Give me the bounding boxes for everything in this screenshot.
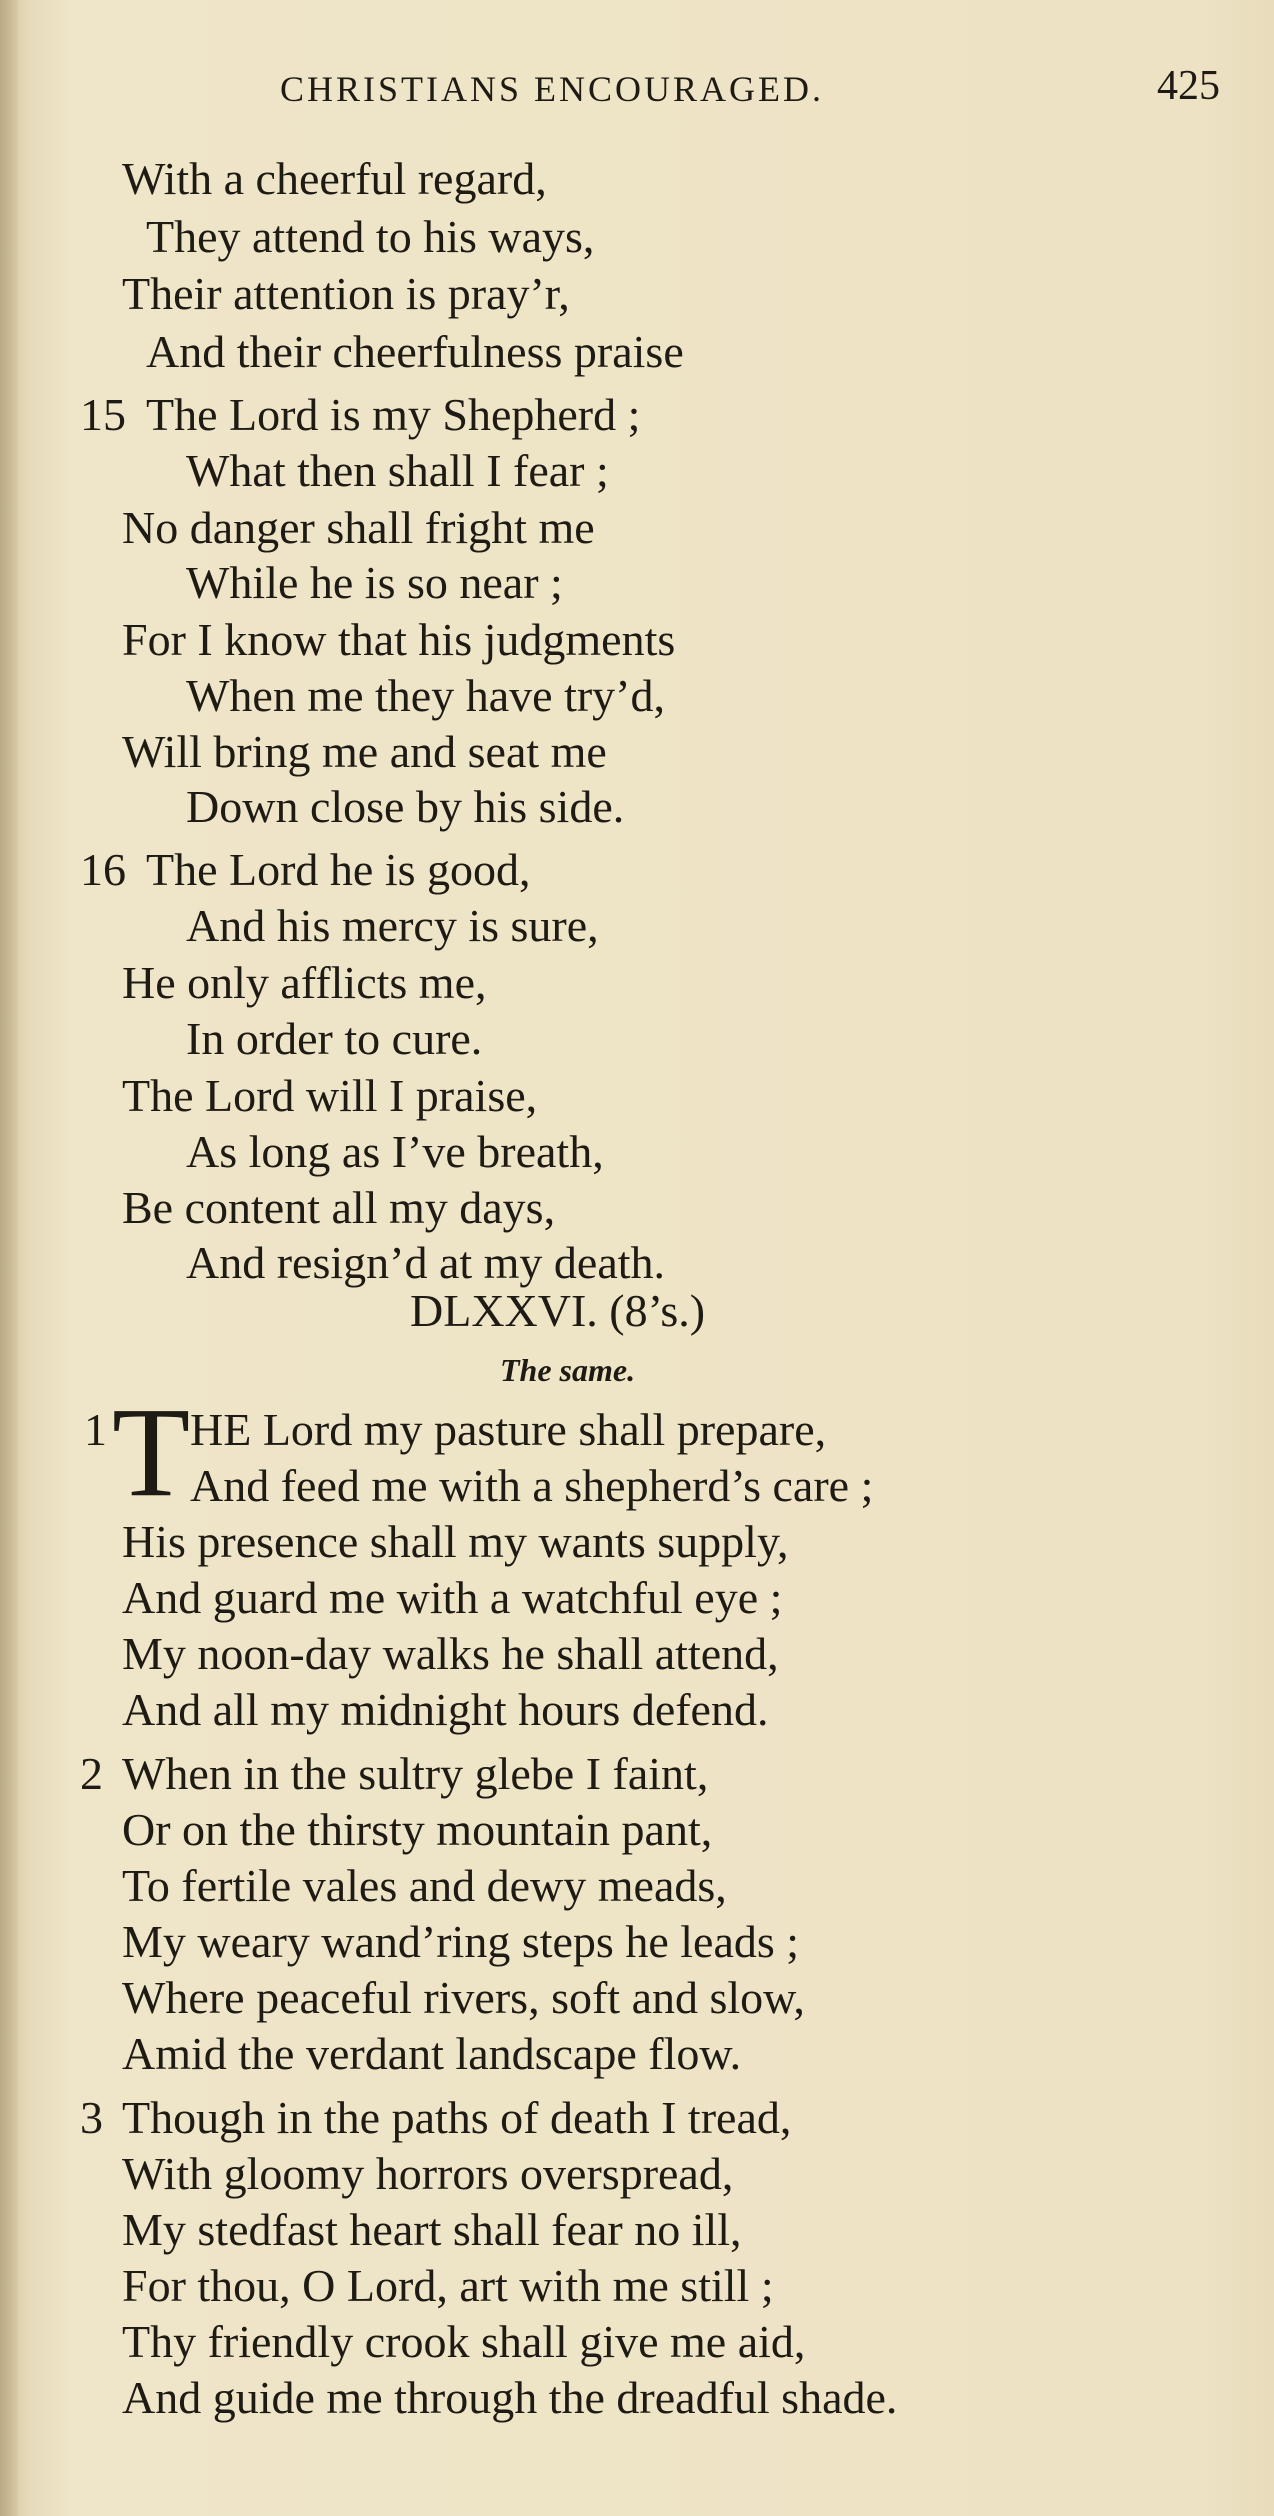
verse-line: The Lord will I praise, [122, 1070, 538, 1121]
stanza-number: 16 [80, 844, 126, 895]
verse-line: And guide me through the dreadful shade. [122, 2372, 898, 2423]
verse-line: Or on the thirsty mountain pant, [122, 1804, 713, 1855]
stanza-number: 15 [80, 389, 126, 440]
verse-line: His presence shall my wants supply, [122, 1516, 789, 1567]
verse-line: And feed me with a shepherd’s care ; [190, 1460, 874, 1511]
verse-line: With gloomy horrors overspread, [122, 2148, 734, 2199]
verse-line: For I know that his judgments [122, 614, 676, 665]
verse-line: And their cheerfulness praise [146, 326, 684, 377]
verse-line: No danger shall fright me [122, 502, 595, 553]
page-binding-edge [0, 0, 18, 2516]
verse-line: And resign’d at my death. [186, 1237, 666, 1288]
verse-line: When me they have try’d, [186, 670, 665, 721]
verse-line: My stedfast heart shall fear no ill, [122, 2204, 742, 2255]
verse-line: Thy friendly crook shall give me aid, [122, 2316, 806, 2367]
verse-line: My noon-day walks he shall attend, [122, 1628, 779, 1679]
page-number: 425 [1157, 63, 1220, 109]
drop-cap: T [112, 1381, 191, 1523]
running-head: CHRISTIANS ENCOURAGED. [280, 69, 825, 109]
verse-line: What then shall I fear ; [186, 445, 609, 496]
verse-line: My weary wand’ring steps he leads ; [122, 1916, 800, 1967]
verse-line: They attend to his ways, [146, 211, 595, 262]
verse-line: The Lord is my Shepherd ; [146, 389, 641, 440]
verse-line: The Lord he is good, [146, 844, 531, 895]
verse-line: Be content all my days, [122, 1182, 556, 1233]
hymn-tune: The same. [500, 1352, 636, 1388]
verse-line: He only afflicts me, [122, 957, 487, 1008]
verse-line: As long as I’ve breath, [186, 1126, 604, 1177]
verse-line: To fertile vales and dewy meads, [122, 1860, 727, 1911]
verse-line: Amid the verdant landscape flow. [122, 2028, 742, 2079]
verse-number: 1 [84, 1404, 107, 1455]
verse-line: And guard me with a watchful eye ; [122, 1572, 783, 1623]
verse-line: Will bring me and seat me [122, 726, 607, 777]
verse-line: While he is so near ; [186, 557, 563, 608]
page-header [280, 63, 1220, 118]
verse-number: 2 [80, 1748, 103, 1799]
verse-line: Where peaceful rivers, soft and slow, [122, 1972, 805, 2023]
verse-line: Down close by his side. [186, 781, 625, 832]
verse-line: HE Lord my pasture shall prepare, [190, 1404, 827, 1455]
verse-line: In order to cure. [186, 1013, 483, 1064]
verse-line: With a cheerful regard, [122, 153, 547, 204]
verse-line: Though in the paths of death I tread, [122, 2092, 792, 2143]
verse-line: When in the sultry glebe I faint, [122, 1748, 709, 1799]
verse-line: For thou, O Lord, art with me still ; [122, 2260, 774, 2311]
verse-number: 3 [80, 2092, 103, 2143]
verse-line: And his mercy is sure, [186, 900, 599, 951]
verse-line: Their attention is pray’r, [122, 268, 570, 319]
hymn-title: DLXXVI. (8’s.) [410, 1285, 706, 1336]
verse-line: And all my midnight hours defend. [122, 1684, 769, 1735]
